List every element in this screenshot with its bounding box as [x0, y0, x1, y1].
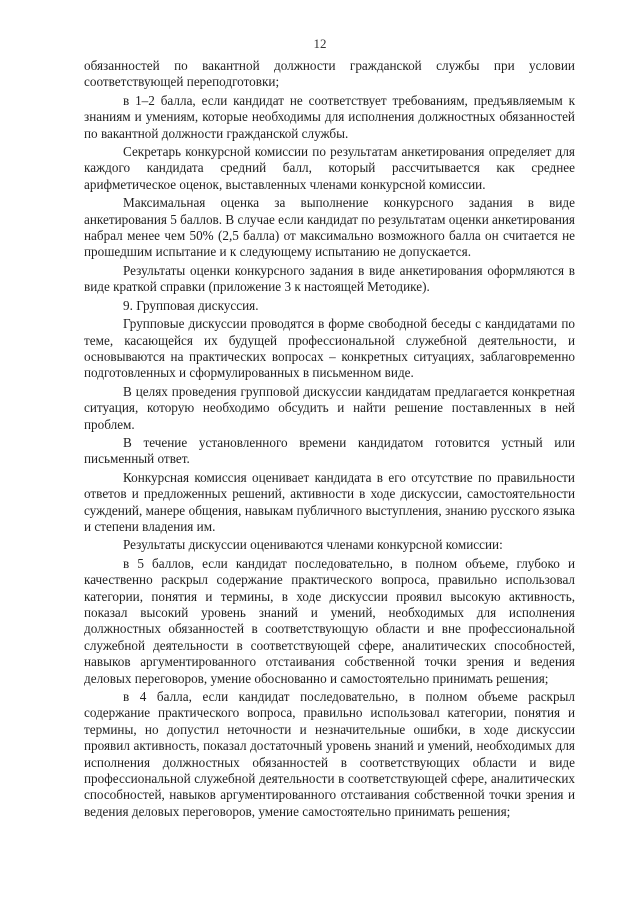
page-number: 12: [313, 36, 327, 51]
paragraph: В течение установленного времени кандидатом готовится устный или письменный ответ.: [84, 434, 575, 467]
paragraph: в 5 баллов, если кандидат последовательно, в полном объеме, глубоко и качественно раскрыл содержание практического вопроса, правильно использовал категории, понятия и термины, в ходе дискуссии проявил высокую активность, показал высокий уровень знаний и умений, необходимых для исполнения должностных обязанностей в соответствующую области и вне профессиональной служебной деятельности в соответствующей сфере, аналитических способностей, навыков аргументированного отстаивания собственной точки зрения и ведения деловых переговоров, умение обоснованно и самостоятельно принимать решения;: [84, 555, 575, 686]
paragraph: Максимальная оценка за выполнение конкурсного задания в виде анкетирования 5 баллов. В случае если кандидат по результатам оценки анкетирования набрал менее чем 50% (2,5 балла) от максимально возможного балла он считается не прошедшим испытание и к следующему испытанию не допускается.: [84, 195, 575, 260]
paragraph: Результаты оценки конкурсного задания в виде анкетирования оформляются в виде краткой справки (приложение 3 к настоящей Методике).: [84, 262, 575, 295]
paragraph: В целях проведения групповой дискуссии кандидатам предлагается конкретная ситуация, которую необходимо обсудить и найти решение поставленных в ней проблем.: [84, 383, 575, 432]
paragraph: в 1–2 балла, если кандидат не соответствует требованиям, предъявляемым к знаниям и умениям, которые необходимы для исполнения должностных обязанностей по вакантной должности гражданской службы.: [84, 92, 575, 141]
paragraph: Результаты дискуссии оцениваются членами конкурсной комиссии:: [123, 537, 503, 553]
section-heading: 9. Групповая дискуссия.: [123, 297, 259, 313]
paragraph-continued: обязанностей по вакантной должности гражданской службы при условии соответствующей переподготовки;: [84, 58, 575, 90]
paragraph: Групповые дискуссии проводятся в форме свободной беседы с кандидатами по теме, касающейся их будущей профессиональной служебной деятельности, и основываются на практических вопросах – конкретных ситуациях, заблаговременно подготовленных и сформулированных в письменном виде.: [84, 316, 575, 381]
paragraph: Секретарь конкурсной комиссии по результатам анкетирования определяет для каждого кандидата средний балл, который рассчитывается как среднее арифметическое оценок, выставленных членами конкурсной комиссии.: [84, 144, 575, 192]
paragraph: в 4 балла, если кандидат последовательно, в полном объеме раскрыл содержание практического вопроса, правильно использовал категории, понятия и термины, но допустил неточности и незначительные ошибки, в ходе дискуссии проявил активность, показал достаточный уровень знаний и умений, необходимых для исполнения должностных обязанностей в соответствующих области и виде профессиональной служебной деятельности в соответствующей сфере, аналитических способностей, навыков аргументированного отстаивания собственной точки зрения и ведения деловых переговоров, умение самостоятельно принимать решения;: [84, 689, 575, 819]
document-body: [84, 58, 575, 822]
paragraph: Конкурсная комиссия оценивает кандидата в его отсутствие по правильности ответов и предложенных решений, активности в ходе дискуссии, самостоятельности суждений, манере общения, навыкам публичного выступления, знанию русского языка и степени владения им.: [84, 469, 575, 534]
